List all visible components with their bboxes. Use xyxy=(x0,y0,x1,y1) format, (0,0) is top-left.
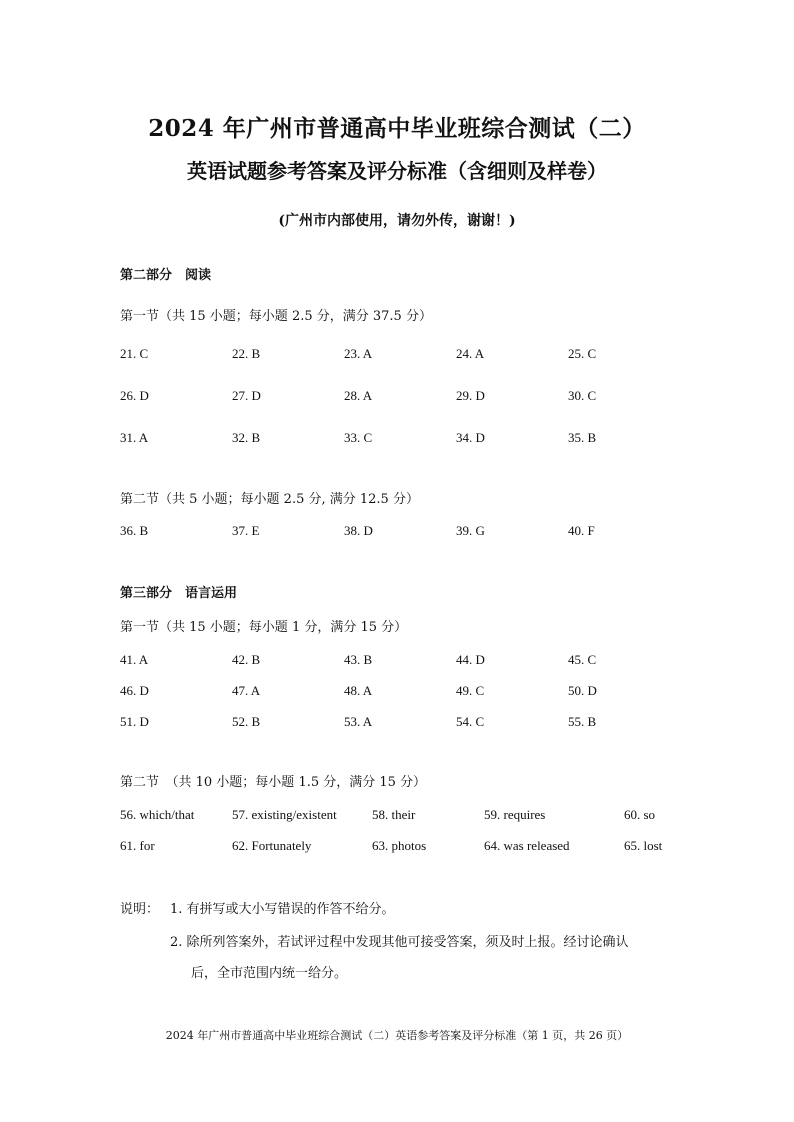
answer-24: 24. A xyxy=(456,346,485,361)
answer-46: 46. D xyxy=(120,683,149,698)
answer-40: 40. F xyxy=(568,523,595,538)
answer-38: 38. D xyxy=(344,523,373,538)
answer-36: 36. B xyxy=(120,523,149,538)
answer-43: 43. B xyxy=(344,652,373,667)
answer-56: 56. which/that xyxy=(120,807,195,822)
answer-34: 34. D xyxy=(456,430,485,445)
answer-27: 27. D xyxy=(232,388,261,403)
note-item-2-continued: 后，全市范围内统一给分。 xyxy=(191,966,348,981)
answer-45: 45. C xyxy=(568,652,597,667)
answer-51: 51. D xyxy=(120,714,149,729)
answer-59: 59. requires xyxy=(484,807,546,822)
part3-heading: 第三部分 语言运用 xyxy=(120,586,238,601)
answer-60: 60. so xyxy=(624,807,656,822)
notes-label: 说明： xyxy=(120,902,160,917)
answer-53: 53. A xyxy=(344,714,373,729)
answer-39: 39. G xyxy=(456,523,485,538)
answer-50: 50. D xyxy=(568,683,597,698)
internal-use-notice: (广州市内部使用，请勿外传，谢谢！) xyxy=(278,213,516,229)
page-footer: 2024 年广州市普通高中毕业班综合测试（二）英语参考答案及评分标准（第 1 页，共 26 页） xyxy=(165,1029,629,1042)
answer-47: 47. A xyxy=(232,683,261,698)
answer-28: 28. A xyxy=(344,388,373,403)
answer-35: 35. B xyxy=(568,430,597,445)
answer-41: 41. A xyxy=(120,652,149,667)
answer-58: 58. their xyxy=(372,807,416,822)
answer-37: 37. E xyxy=(232,523,260,538)
document-title: 2024 年广州市普通高中毕业班综合测试（二） xyxy=(148,115,646,142)
answer-31: 31. A xyxy=(120,430,149,445)
answer-22: 22. B xyxy=(232,346,261,361)
answer-52: 52. B xyxy=(232,714,261,729)
answer-25: 25. C xyxy=(568,346,597,361)
answer-44: 44. D xyxy=(456,652,485,667)
answer-29: 29. D xyxy=(456,388,485,403)
answer-26: 26. D xyxy=(120,388,149,403)
answer-54: 54. C xyxy=(456,714,485,729)
part3-section1-label: 第一节（共 15 小题；每小题 1 分，满分 15 分） xyxy=(120,620,408,635)
part2-heading: 第二部分 阅读 xyxy=(120,268,212,283)
answer-48: 48. A xyxy=(344,683,373,698)
answer-21: 21. C xyxy=(120,346,149,361)
answer-64: 64. was released xyxy=(484,838,570,853)
part2-section2-label: 第二节（共 5 小题；每小题 2.5 分, 满分 12.5 分） xyxy=(120,492,419,507)
note-item-1: 1. 有拼写或大小写错误的作答不给分。 xyxy=(170,902,395,917)
part3-section2-label: 第二节 （共 10 小题；每小题 1.5 分，满分 15 分） xyxy=(120,775,427,790)
answer-49: 49. C xyxy=(456,683,485,698)
answer-42: 42. B xyxy=(232,652,261,667)
answer-63: 63. photos xyxy=(372,838,427,853)
answer-55: 55. B xyxy=(568,714,597,729)
part2-section1-label: 第一节（共 15 小题；每小题 2.5 分，满分 37.5 分） xyxy=(120,309,432,324)
answer-62: 62. Fortunately xyxy=(232,838,312,853)
answer-61: 61. for xyxy=(120,838,155,853)
answer-57: 57. existing/existent xyxy=(232,807,337,822)
answer-65: 65. lost xyxy=(624,838,663,853)
answer-32: 32. B xyxy=(232,430,261,445)
note-item-2: 2. 除所列答案外，若试评过程中发现其他可接受答案，须及时上报。经讨论确认 xyxy=(170,935,629,950)
answer-33: 33. C xyxy=(344,430,373,445)
document-subtitle: 英语试题参考答案及评分标准（含细则及样卷） xyxy=(187,159,607,183)
answer-23: 23. A xyxy=(344,346,373,361)
answer-30: 30. C xyxy=(568,388,597,403)
